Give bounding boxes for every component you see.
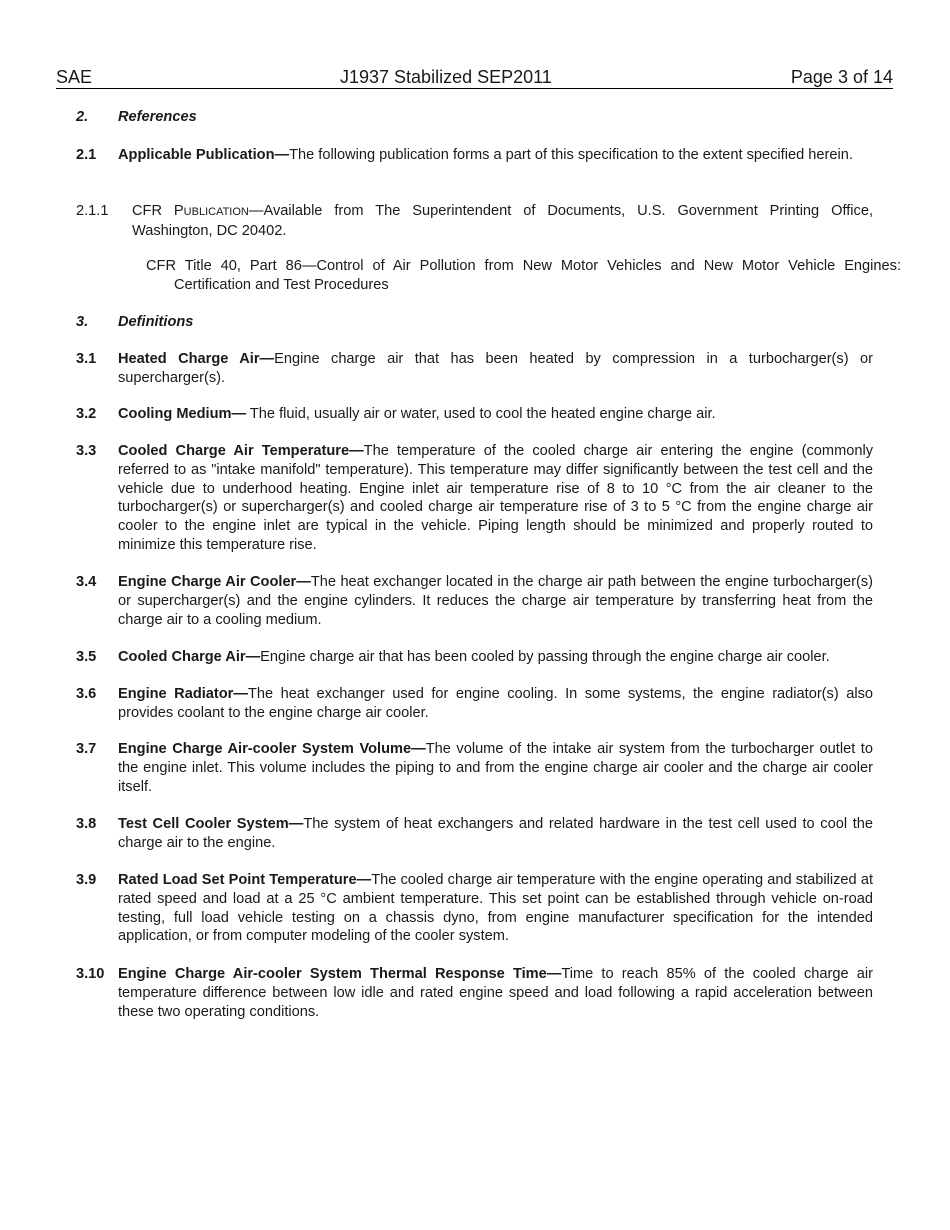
section-term: Applicable Publication—: [118, 147, 290, 163]
definition-term: Cooled Charge Air Temperature—: [118, 443, 364, 459]
smallcaps-rest: UBLICATION: [183, 206, 249, 218]
definition-term: Engine Charge Air Cooler—: [118, 574, 311, 590]
definition-number: 3.1: [76, 351, 97, 367]
page-header: [56, 66, 893, 89]
definition-3-7: [76, 740, 873, 796]
definition-term: Engine Charge Air-cooler System Thermal Response Time—: [118, 966, 562, 982]
header-doc-id: J1937 Stabilized SEP2011: [340, 67, 552, 87]
section-number: 3.: [76, 314, 89, 330]
definition-3-1: [76, 350, 873, 388]
cfr-reference: CFR Title 40, Part 86—Control of Air Pollution from New Motor Vehicles and New Motor Vehicle Engines: Certification and Test Procedures: [146, 258, 901, 293]
definition-text: Engine charge air that has been cooled by passing through the engine charge air cooler.: [260, 649, 830, 665]
definition-number: 3.5: [76, 649, 97, 665]
header-page-number: Page 3 of 14: [790, 67, 893, 87]
definition-body: [118, 815, 873, 853]
definition-body: [118, 871, 873, 946]
definition-text: The temperature of the cooled charge air entering the engine (commonly referred to as "intake manifold" temperature). This temperature may differ significantly between the test cell and the vehicle due to underhood heating. Engine inlet air temperature rise of 8 to 10 °C from the air cleaner to the turbocharger(s) or supercharger(s) and cooled charge air temperature rise of 3 to 5 °C from the engine charge air cooler to the engine inlet are typical in the vehicle. Piping length should be minimized and properly routed to minimize this temperature rise.: [118, 443, 873, 553]
section-text: The following publication forms a part of this specification to the extent specified herein.: [289, 147, 853, 163]
definition-term: Cooling Medium—: [118, 406, 247, 422]
definition-3-9: [76, 871, 873, 946]
definition-number: 3.9: [76, 872, 97, 888]
definition-term: Rated Load Set Point Temperature—: [118, 872, 372, 888]
section-references: [76, 108, 873, 127]
definition-3-4: [76, 573, 873, 629]
definition-number: 3.7: [76, 741, 97, 757]
section-2-1: [76, 146, 873, 165]
section-number: 2.: [76, 109, 89, 125]
definition-3-5: [76, 648, 873, 667]
definition-term: Heated Charge Air—: [118, 351, 275, 367]
section-body: [118, 146, 873, 165]
section-number: 2.1.1: [76, 203, 109, 219]
definition-number: 3.8: [76, 816, 97, 832]
definition-text: The cooled charge air temperature with the engine operating and stabilized at rated speed and load at a 25 °C ambient temperature. This set point can be established through vehicle on-road testing, full load vehicle testing on a chassis dyno, from engine manufacturer specification for the intended application, or from computer modeling of the cooler system.: [118, 872, 873, 945]
definition-3-2: [76, 405, 873, 424]
definition-text: The volume of the intake air system from the turbocharger outlet to the engine inlet. This volume includes the piping to and from the engine charge air cooler and the charge air cooler itself.: [118, 741, 873, 795]
definition-3-3: [76, 442, 873, 555]
definition-text: The fluid, usually air or water, used to cool the heated engine charge air.: [246, 406, 716, 422]
definition-text: Engine charge air that has been heated by compression in a turbocharger(s) or supercharger(s).: [118, 351, 873, 386]
definition-body: [118, 648, 873, 667]
definition-body: [118, 965, 873, 1021]
section-title: References: [118, 109, 197, 125]
section-title: Definitions: [118, 314, 194, 330]
definition-number: 3.6: [76, 686, 97, 702]
section-text: —Available from The Superintendent of Documents, U.S. Government Printing Office, Washington, DC 20402.: [132, 203, 874, 239]
definition-text: The heat exchanger located in the charge air path between the engine turbocharger(s) or supercharger(s) and the engine cylinders. It reduces the charge air temperature by transferring heat from the charge air to a cooling medium.: [118, 574, 873, 628]
section-body: [132, 202, 873, 241]
definition-text: The heat exchanger used for engine cooling. In some systems, the engine radiator(s) also provides coolant to the engine charge air cooler.: [118, 686, 873, 721]
definition-term: Cooled Charge Air—: [118, 649, 261, 665]
smallcaps-lead: CFR P: [132, 203, 184, 219]
definition-number: 3.2: [76, 406, 97, 422]
definition-body: [118, 442, 873, 555]
definition-text: The system of heat exchangers and related hardware in the test cell used to cool the charge air to the engine.: [118, 816, 873, 851]
definition-term: Test Cell Cooler System—: [118, 816, 304, 832]
definition-body: [118, 685, 873, 723]
definition-term: Engine Charge Air-cooler System Volume—: [118, 741, 426, 757]
definition-3-6: [76, 685, 873, 723]
definition-body: [118, 350, 873, 388]
definition-body: [118, 405, 873, 424]
section-number: 2.1: [76, 147, 97, 163]
definition-body: [118, 740, 873, 796]
section-definitions: [76, 313, 873, 332]
definition-number: 3.4: [76, 574, 97, 590]
definition-3-10: [76, 965, 873, 1021]
definition-number: 3.3: [76, 443, 97, 459]
definition-body: [118, 573, 873, 629]
header-org: SAE: [56, 67, 93, 87]
definition-number: 3.10: [76, 966, 105, 982]
definition-term: Engine Radiator—: [118, 686, 248, 702]
section-2-1-1: [76, 202, 873, 241]
definition-3-8: [76, 815, 873, 853]
definition-text: Time to reach 85% of the cooled charge air temperature difference between low idle and rated engine speed and load following a rapid acceleration between these two operating conditions.: [118, 966, 874, 1020]
